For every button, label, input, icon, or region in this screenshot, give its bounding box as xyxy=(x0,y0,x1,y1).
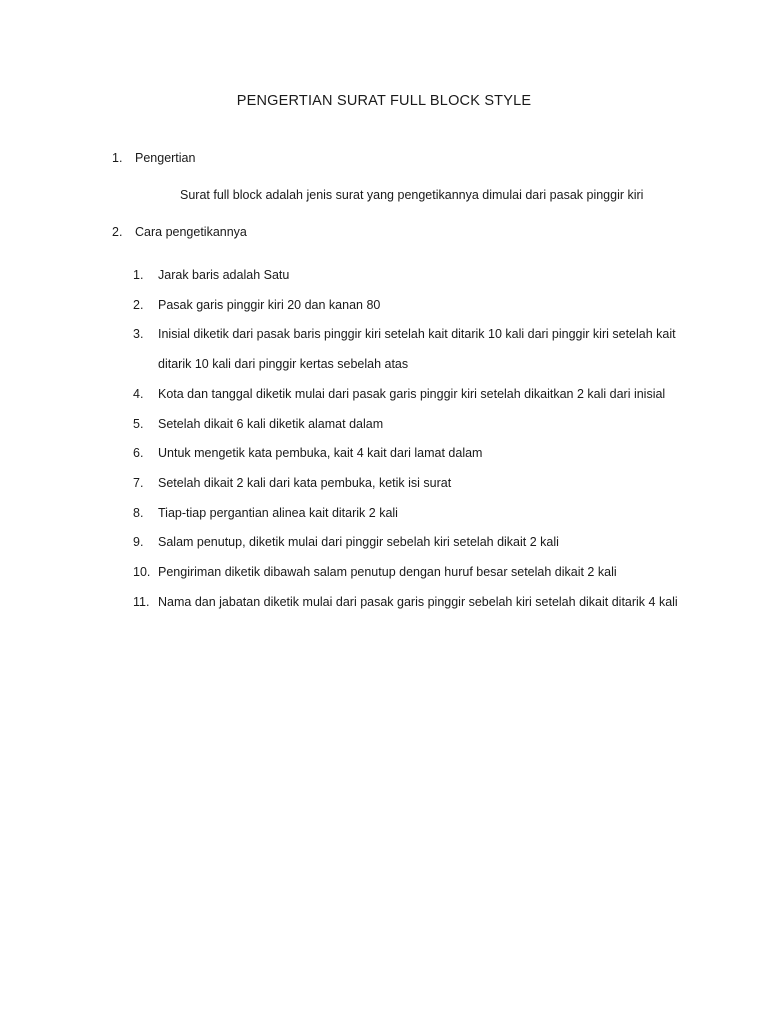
document-title: PENGERTIAN SURAT FULL BLOCK STYLE xyxy=(236,93,532,109)
item-text: Nama dan jabatan diketik mulai dari pasak garis pinggir sebelah kiri setelah dikait ditarik 4 kali xyxy=(158,594,678,609)
definition-paragraph: Surat full block adalah jenis surat yang pengetikannya dimulai dari pasak pinggir kiri xyxy=(180,188,644,202)
section-label: Pengertian xyxy=(135,151,196,165)
section-label: Cara pengetikannya xyxy=(135,225,247,239)
item-text: Jarak baris adalah Satu xyxy=(158,268,290,282)
list-item xyxy=(133,528,693,558)
item-number: 11. xyxy=(133,594,150,609)
item-number: 3. xyxy=(133,327,144,342)
item-number: 9. xyxy=(133,535,144,550)
list-item xyxy=(133,320,693,379)
item-text: Salam penutup, diketik mulai dari pinggir sebelah kiri setelah dikait 2 kali xyxy=(158,535,559,550)
item-number: 7. xyxy=(133,475,144,490)
list-item xyxy=(133,439,693,469)
item-number: 8. xyxy=(133,505,144,520)
item-number: 10. xyxy=(133,565,151,580)
list-item xyxy=(133,558,693,588)
list-item xyxy=(133,410,693,440)
list-item xyxy=(133,469,693,499)
item-number: 4. xyxy=(133,386,144,401)
item-text: Pasak garis pinggir kiri 20 dan kanan 80 xyxy=(158,297,381,312)
item-text: Setelah dikait 2 kali dari kata pembuka, ketik isi surat xyxy=(158,475,452,490)
item-text: Pengiriman diketik dibawah salam penutup dengan huruf besar setelah dikait 2 kali xyxy=(158,565,617,580)
list-item xyxy=(133,499,693,529)
list-item xyxy=(133,588,693,618)
item-text: Kota dan tanggal diketik mulai dari pasak garis pinggir kiri setelah dikaitkan 2 kali dari inisial xyxy=(158,386,666,401)
item-number: 1. xyxy=(133,268,144,282)
section-number: 1. xyxy=(112,151,123,165)
item-text: Inisial diketik dari pasak baris pinggir kiri setelah kait ditarik 10 kali dari pinggir kiri setelah kait ditarik 10 kali dari pinggir kertas sebelah atas xyxy=(158,327,676,372)
item-number: 2. xyxy=(133,297,144,312)
steps-list xyxy=(133,261,693,617)
item-text: Setelah dikait 6 kali diketik alamat dalam xyxy=(158,416,384,431)
item-text: Untuk mengetik kata pembuka, kait 4 kait dari lamat dalam xyxy=(158,446,483,461)
item-number: 6. xyxy=(133,446,144,461)
section-number: 2. xyxy=(112,225,123,239)
list-item xyxy=(133,261,693,291)
list-item xyxy=(133,291,693,321)
item-text: Tiap-tiap pergantian alinea kait ditarik 2 kali xyxy=(158,505,398,520)
list-item xyxy=(133,380,693,410)
item-number: 5. xyxy=(133,416,144,431)
